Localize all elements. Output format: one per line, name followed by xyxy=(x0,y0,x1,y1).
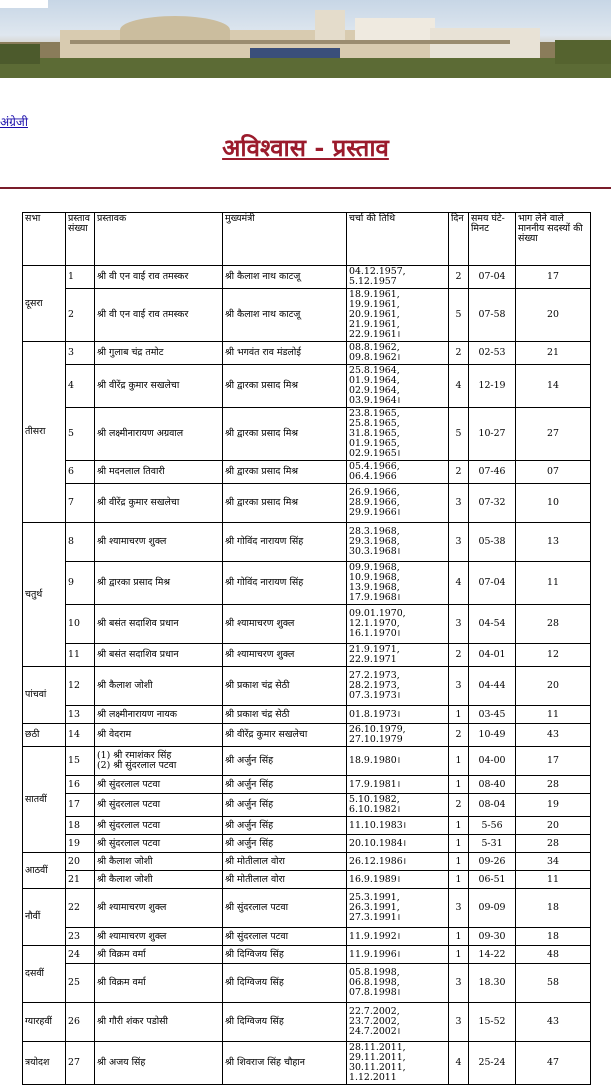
proposal-number-cell: 22 xyxy=(66,889,95,928)
discussion-dates-cell: 28.11.2011, 29.11.2011, 30.11.2011, 1.12.2011 xyxy=(347,1042,449,1085)
discussion-dates-cell: 26.12.1986। xyxy=(347,853,449,871)
days-cell: 1 xyxy=(449,835,469,853)
table-row xyxy=(23,794,591,817)
days-cell: 3 xyxy=(449,605,469,644)
members-count-cell: 48 xyxy=(516,946,591,964)
proposer-cell: श्री वेदराम xyxy=(95,724,223,747)
days-cell: 4 xyxy=(449,1042,469,1085)
discussion-dates-cell: 18.9.1980। xyxy=(347,747,449,776)
chief-minister-cell: श्री कैलाश नाथ काटजू xyxy=(223,266,347,289)
proposal-number-cell: 21 xyxy=(66,871,95,889)
chief-minister-cell: श्री दिग्विजय सिंह xyxy=(223,946,347,964)
discussion-dates-cell: 28.3.1968, 29.3.1968, 30.3.1968। xyxy=(347,523,449,562)
days-cell: 1 xyxy=(449,871,469,889)
days-cell: 1 xyxy=(449,776,469,794)
header-cell: चर्चा की तिथि xyxy=(347,213,449,266)
table-row xyxy=(23,817,591,835)
chief-minister-cell: श्री श्यामाचरण शुक्ल xyxy=(223,644,347,667)
discussion-dates-cell: 01.8.1973। xyxy=(347,706,449,724)
table-row xyxy=(23,706,591,724)
days-cell: 2 xyxy=(449,724,469,747)
proposer-cell: श्री सुंदरलाल पटवा xyxy=(95,817,223,835)
members-count-cell: 12 xyxy=(516,644,591,667)
chief-minister-cell: श्री द्वारका प्रसाद मिश्र xyxy=(223,408,347,461)
days-cell: 1 xyxy=(449,853,469,871)
page-title: अविश्वास - प्रस्ताव xyxy=(222,133,389,162)
days-cell: 4 xyxy=(449,562,469,605)
duration-cell: 08-40 xyxy=(469,776,516,794)
proposal-number-cell: 9 xyxy=(66,562,95,605)
proposal-number-cell: 7 xyxy=(66,484,95,523)
members-count-cell: 28 xyxy=(516,835,591,853)
discussion-dates-cell: 20.10.1984। xyxy=(347,835,449,853)
duration-cell: 05-38 xyxy=(469,523,516,562)
discussion-dates-cell: 17.9.1981। xyxy=(347,776,449,794)
table-row xyxy=(23,523,591,562)
members-count-cell: 43 xyxy=(516,1003,591,1042)
duration-cell: 25-24 xyxy=(469,1042,516,1085)
duration-cell: 5-31 xyxy=(469,835,516,853)
days-cell: 3 xyxy=(449,889,469,928)
session-cell: ग्यारहवीं xyxy=(23,1003,66,1042)
proposal-number-cell: 1 xyxy=(66,266,95,289)
days-cell: 3 xyxy=(449,964,469,1003)
proposal-number-cell: 17 xyxy=(66,794,95,817)
members-count-cell: 11 xyxy=(516,871,591,889)
members-count-cell: 27 xyxy=(516,408,591,461)
days-cell: 1 xyxy=(449,747,469,776)
proposer-cell: श्री वी एन वाई राव तमस्कर xyxy=(95,266,223,289)
duration-cell: 09-26 xyxy=(469,853,516,871)
proposal-number-cell: 16 xyxy=(66,776,95,794)
assembly-building-image xyxy=(0,0,611,78)
discussion-dates-cell: 05.4.1966, 06.4.1966 xyxy=(347,461,449,484)
discussion-dates-cell: 26.9.1966, 28.9.1966, 29.9.1966। xyxy=(347,484,449,523)
proposal-number-cell: 13 xyxy=(66,706,95,724)
proposal-number-cell: 8 xyxy=(66,523,95,562)
chief-minister-cell: श्री सुंदरलाल पटवा xyxy=(223,928,347,946)
proposer-cell: श्री वीरेंद्र कुमार सखलेचा xyxy=(95,365,223,408)
discussion-dates-cell: 08.8.1962, 09.8.1962। xyxy=(347,342,449,365)
table-row xyxy=(23,461,591,484)
proposal-number-cell: 27 xyxy=(66,1042,95,1085)
duration-cell: 07-32 xyxy=(469,484,516,523)
duration-cell: 10-49 xyxy=(469,724,516,747)
table-row xyxy=(23,266,591,289)
members-count-cell: 07 xyxy=(516,461,591,484)
chief-minister-cell: श्री द्वारका प्रसाद मिश्र xyxy=(223,461,347,484)
members-count-cell: 47 xyxy=(516,1042,591,1085)
proposer-cell: श्री कैलाश जोशी xyxy=(95,667,223,706)
discussion-dates-cell: 27.2.1973, 28.2.1973, 07.3.1973। xyxy=(347,667,449,706)
proposal-number-cell: 25 xyxy=(66,964,95,1003)
members-count-cell: 18 xyxy=(516,889,591,928)
discussion-dates-cell: 05.8.1998, 06.8.1998, 07.8.1998। xyxy=(347,964,449,1003)
english-language-link[interactable]: अंग्रेजी xyxy=(0,115,28,129)
members-count-cell: 10 xyxy=(516,484,591,523)
table-row xyxy=(23,644,591,667)
proposer-cell: श्री बसंत सदाशिव प्रधान xyxy=(95,644,223,667)
header-cell: प्रस्ताव संख्या xyxy=(66,213,95,266)
session-cell: नौवीं xyxy=(23,889,66,946)
chief-minister-cell: श्री दिग्विजय सिंह xyxy=(223,964,347,1003)
proposal-number-cell: 10 xyxy=(66,605,95,644)
discussion-dates-cell: 22.7.2002, 23.7.2002, 24.7.2002। xyxy=(347,1003,449,1042)
members-count-cell: 43 xyxy=(516,724,591,747)
duration-cell: 10-27 xyxy=(469,408,516,461)
days-cell: 2 xyxy=(449,342,469,365)
members-count-cell: 11 xyxy=(516,706,591,724)
proposal-number-cell: 14 xyxy=(66,724,95,747)
duration-cell: 09-30 xyxy=(469,928,516,946)
discussion-dates-cell: 23.8.1965, 25.8.1965, 31.8.1965, 01.9.1965, 02.9.1965। xyxy=(347,408,449,461)
session-cell: चतुर्थ xyxy=(23,523,66,667)
duration-cell: 18.30 xyxy=(469,964,516,1003)
members-count-cell: 20 xyxy=(516,289,591,342)
session-cell: दसवीं xyxy=(23,946,66,1003)
chief-minister-cell: श्री कैलाश नाथ काटजू xyxy=(223,289,347,342)
table-row xyxy=(23,871,591,889)
chief-minister-cell: श्री मोतीलाल वोरा xyxy=(223,853,347,871)
duration-cell: 08-04 xyxy=(469,794,516,817)
chief-minister-cell: श्री अर्जुन सिंह xyxy=(223,835,347,853)
table-row xyxy=(23,1003,591,1042)
chief-minister-cell: श्री सुंदरलाल पटवा xyxy=(223,889,347,928)
chief-minister-cell: श्री दिग्विजय सिंह xyxy=(223,1003,347,1042)
chief-minister-cell: श्री मोतीलाल वोरा xyxy=(223,871,347,889)
days-cell: 2 xyxy=(449,461,469,484)
members-count-cell: 20 xyxy=(516,667,591,706)
discussion-dates-cell: 09.01.1970, 12.1.1970, 16.1.1970। xyxy=(347,605,449,644)
days-cell: 3 xyxy=(449,667,469,706)
proposal-number-cell: 5 xyxy=(66,408,95,461)
duration-cell: 12-19 xyxy=(469,365,516,408)
proposal-number-cell: 20 xyxy=(66,853,95,871)
discussion-dates-cell: 11.9.1996। xyxy=(347,946,449,964)
discussion-dates-cell: 25.8.1964, 01.9.1964, 02.9.1964, 03.9.1964। xyxy=(347,365,449,408)
session-cell: छठी xyxy=(23,724,66,747)
duration-cell: 14-22 xyxy=(469,946,516,964)
chief-minister-cell: श्री द्वारका प्रसाद मिश्र xyxy=(223,365,347,408)
session-cell: सातवीं xyxy=(23,747,66,853)
days-cell: 5 xyxy=(449,408,469,461)
days-cell: 1 xyxy=(449,946,469,964)
table-row xyxy=(23,1042,591,1085)
chief-minister-cell: श्री द्वारका प्रसाद मिश्र xyxy=(223,484,347,523)
proposer-cell: श्री कैलाश जोशी xyxy=(95,853,223,871)
session-cell: आठवीं xyxy=(23,853,66,889)
members-count-cell: 28 xyxy=(516,776,591,794)
duration-cell: 04-54 xyxy=(469,605,516,644)
members-count-cell: 17 xyxy=(516,266,591,289)
proposer-cell: श्री मदनलाल तिवारी xyxy=(95,461,223,484)
table-row xyxy=(23,342,591,365)
days-cell: 1 xyxy=(449,706,469,724)
no-confidence-table xyxy=(22,212,590,1085)
session-cell: त्रयोदश xyxy=(23,1042,66,1085)
table-row xyxy=(23,747,591,776)
chief-minister-cell: श्री अर्जुन सिंह xyxy=(223,776,347,794)
table-row xyxy=(23,889,591,928)
table-row xyxy=(23,724,591,747)
discussion-dates-cell: 11.10.1983। xyxy=(347,817,449,835)
days-cell: 3 xyxy=(449,523,469,562)
table-row xyxy=(23,605,591,644)
days-cell: 3 xyxy=(449,1003,469,1042)
proposer-cell: (1) श्री रमाशंकर सिंह (2) श्री सुंदरलाल पटवा xyxy=(95,747,223,776)
duration-cell: 5-56 xyxy=(469,817,516,835)
members-count-cell: 17 xyxy=(516,747,591,776)
discussion-dates-cell: 16.9.1989। xyxy=(347,871,449,889)
proposal-number-cell: 3 xyxy=(66,342,95,365)
members-count-cell: 34 xyxy=(516,853,591,871)
table-row xyxy=(23,408,591,461)
discussion-dates-cell: 09.9.1968, 10.9.1968, 13.9.1968, 17.9.1968। xyxy=(347,562,449,605)
proposal-number-cell: 2 xyxy=(66,289,95,342)
table-row xyxy=(23,853,591,871)
chief-minister-cell: श्री वीरेंद्र कुमार सखलेचा xyxy=(223,724,347,747)
days-cell: 2 xyxy=(449,266,469,289)
discussion-dates-cell: 04.12.1957, 5.12.1957 xyxy=(347,266,449,289)
proposer-cell: श्री अजय सिंह xyxy=(95,1042,223,1085)
table-row xyxy=(23,928,591,946)
proposal-number-cell: 24 xyxy=(66,946,95,964)
proposal-number-cell: 26 xyxy=(66,1003,95,1042)
header-cell: सभा xyxy=(23,213,66,266)
chief-minister-cell: श्री भगवंत राव मंडलोई xyxy=(223,342,347,365)
proposer-cell: श्री सुंदरलाल पटवा xyxy=(95,776,223,794)
table-row xyxy=(23,667,591,706)
proposer-cell: श्री लक्ष्मीनारायण अग्रवाल xyxy=(95,408,223,461)
duration-cell: 06-51 xyxy=(469,871,516,889)
chief-minister-cell: श्री अर्जुन सिंह xyxy=(223,794,347,817)
proposal-number-cell: 18 xyxy=(66,817,95,835)
duration-cell: 09-09 xyxy=(469,889,516,928)
members-count-cell: 20 xyxy=(516,817,591,835)
proposer-cell: श्री विक्रम वर्मा xyxy=(95,946,223,964)
duration-cell: 07-58 xyxy=(469,289,516,342)
proposal-number-cell: 6 xyxy=(66,461,95,484)
proposer-cell: श्री श्यामाचरण शुक्ल xyxy=(95,889,223,928)
table-row xyxy=(23,562,591,605)
proposer-cell: श्री लक्ष्मीनारायण नायक xyxy=(95,706,223,724)
days-cell: 4 xyxy=(449,365,469,408)
proposer-cell: श्री वीरेंद्र कुमार सखलेचा xyxy=(95,484,223,523)
days-cell: 2 xyxy=(449,794,469,817)
table-row xyxy=(23,289,591,342)
proposer-cell: श्री गुलाब चंद्र तमोट xyxy=(95,342,223,365)
discussion-dates-cell: 25.3.1991, 26.3.1991, 27.3.1991। xyxy=(347,889,449,928)
header-cell: दिन xyxy=(449,213,469,266)
duration-cell: 03-45 xyxy=(469,706,516,724)
members-count-cell: 58 xyxy=(516,964,591,1003)
proposer-cell: श्री वी एन वाई राव तमस्कर xyxy=(95,289,223,342)
chief-minister-cell: श्री गोविंद नारायण सिंह xyxy=(223,523,347,562)
chief-minister-cell: श्री अर्जुन सिंह xyxy=(223,747,347,776)
days-cell: 3 xyxy=(449,484,469,523)
duration-cell: 04-01 xyxy=(469,644,516,667)
table-row xyxy=(23,484,591,523)
session-cell: तीसरा xyxy=(23,342,66,523)
proposal-number-cell: 12 xyxy=(66,667,95,706)
proposer-cell: श्री विक्रम वर्मा xyxy=(95,964,223,1003)
header-cell: मुख्यमंत्री xyxy=(223,213,347,266)
header-cell: समय घंटे-मिनट xyxy=(469,213,516,266)
members-count-cell: 18 xyxy=(516,928,591,946)
days-cell: 2 xyxy=(449,644,469,667)
discussion-dates-cell: 26.10.1979, 27.10.1979 xyxy=(347,724,449,747)
chief-minister-cell: श्री प्रकाश चंद्र सेठी xyxy=(223,667,347,706)
proposal-number-cell: 15 xyxy=(66,747,95,776)
discussion-dates-cell: 11.9.1992। xyxy=(347,928,449,946)
header-cell: प्रस्तावक xyxy=(95,213,223,266)
duration-cell: 07-04 xyxy=(469,562,516,605)
duration-cell: 02-53 xyxy=(469,342,516,365)
header-cell: भाग लेने वाले माननीय सदस्यों की संख्या xyxy=(516,213,591,266)
proposal-number-cell: 4 xyxy=(66,365,95,408)
chief-minister-cell: श्री गोविंद नारायण सिंह xyxy=(223,562,347,605)
members-count-cell: 19 xyxy=(516,794,591,817)
duration-cell: 15-52 xyxy=(469,1003,516,1042)
duration-cell: 07-04 xyxy=(469,266,516,289)
table-row xyxy=(23,964,591,1003)
members-count-cell: 21 xyxy=(516,342,591,365)
table-header-row xyxy=(23,213,591,266)
proposer-cell: श्री सुंदरलाल पटवा xyxy=(95,835,223,853)
proposer-cell: श्री श्यामाचरण शुक्ल xyxy=(95,523,223,562)
members-count-cell: 14 xyxy=(516,365,591,408)
days-cell: 1 xyxy=(449,817,469,835)
members-count-cell: 28 xyxy=(516,605,591,644)
header-banner xyxy=(0,0,611,78)
days-cell: 5 xyxy=(449,289,469,342)
duration-cell: 07-46 xyxy=(469,461,516,484)
session-cell: पांचवां xyxy=(23,667,66,724)
chief-minister-cell: श्री शिवराज सिंह चौहान xyxy=(223,1042,347,1085)
table-row xyxy=(23,365,591,408)
proposer-cell: श्री बसंत सदाशिव प्रधान xyxy=(95,605,223,644)
divider xyxy=(0,187,611,189)
proposer-cell: श्री द्वारका प्रसाद मिश्र xyxy=(95,562,223,605)
table-row xyxy=(23,946,591,964)
session-cell: दूसरा xyxy=(23,266,66,342)
members-count-cell: 13 xyxy=(516,523,591,562)
chief-minister-cell: श्री अर्जुन सिंह xyxy=(223,817,347,835)
proposal-number-cell: 23 xyxy=(66,928,95,946)
discussion-dates-cell: 21.9.1971, 22.9.1971 xyxy=(347,644,449,667)
chief-minister-cell: श्री प्रकाश चंद्र सेठी xyxy=(223,706,347,724)
discussion-dates-cell: 5.10.1982, 6.10.1982। xyxy=(347,794,449,817)
proposal-number-cell: 19 xyxy=(66,835,95,853)
proposer-cell: श्री श्यामाचरण शुक्ल xyxy=(95,928,223,946)
discussion-dates-cell: 18.9.1961, 19.9.1961, 20.9.1961, 21.9.1961, 22.9.1961। xyxy=(347,289,449,342)
proposal-number-cell: 11 xyxy=(66,644,95,667)
chief-minister-cell: श्री श्यामाचरण शुक्ल xyxy=(223,605,347,644)
days-cell: 1 xyxy=(449,928,469,946)
duration-cell: 04-00 xyxy=(469,747,516,776)
members-count-cell: 11 xyxy=(516,562,591,605)
proposer-cell: श्री कैलाश जोशी xyxy=(95,871,223,889)
table-row xyxy=(23,776,591,794)
proposer-cell: श्री सुंदरलाल पटवा xyxy=(95,794,223,817)
table-row xyxy=(23,835,591,853)
duration-cell: 04-44 xyxy=(469,667,516,706)
proposer-cell: श्री गौरी शंकर पडोसी xyxy=(95,1003,223,1042)
